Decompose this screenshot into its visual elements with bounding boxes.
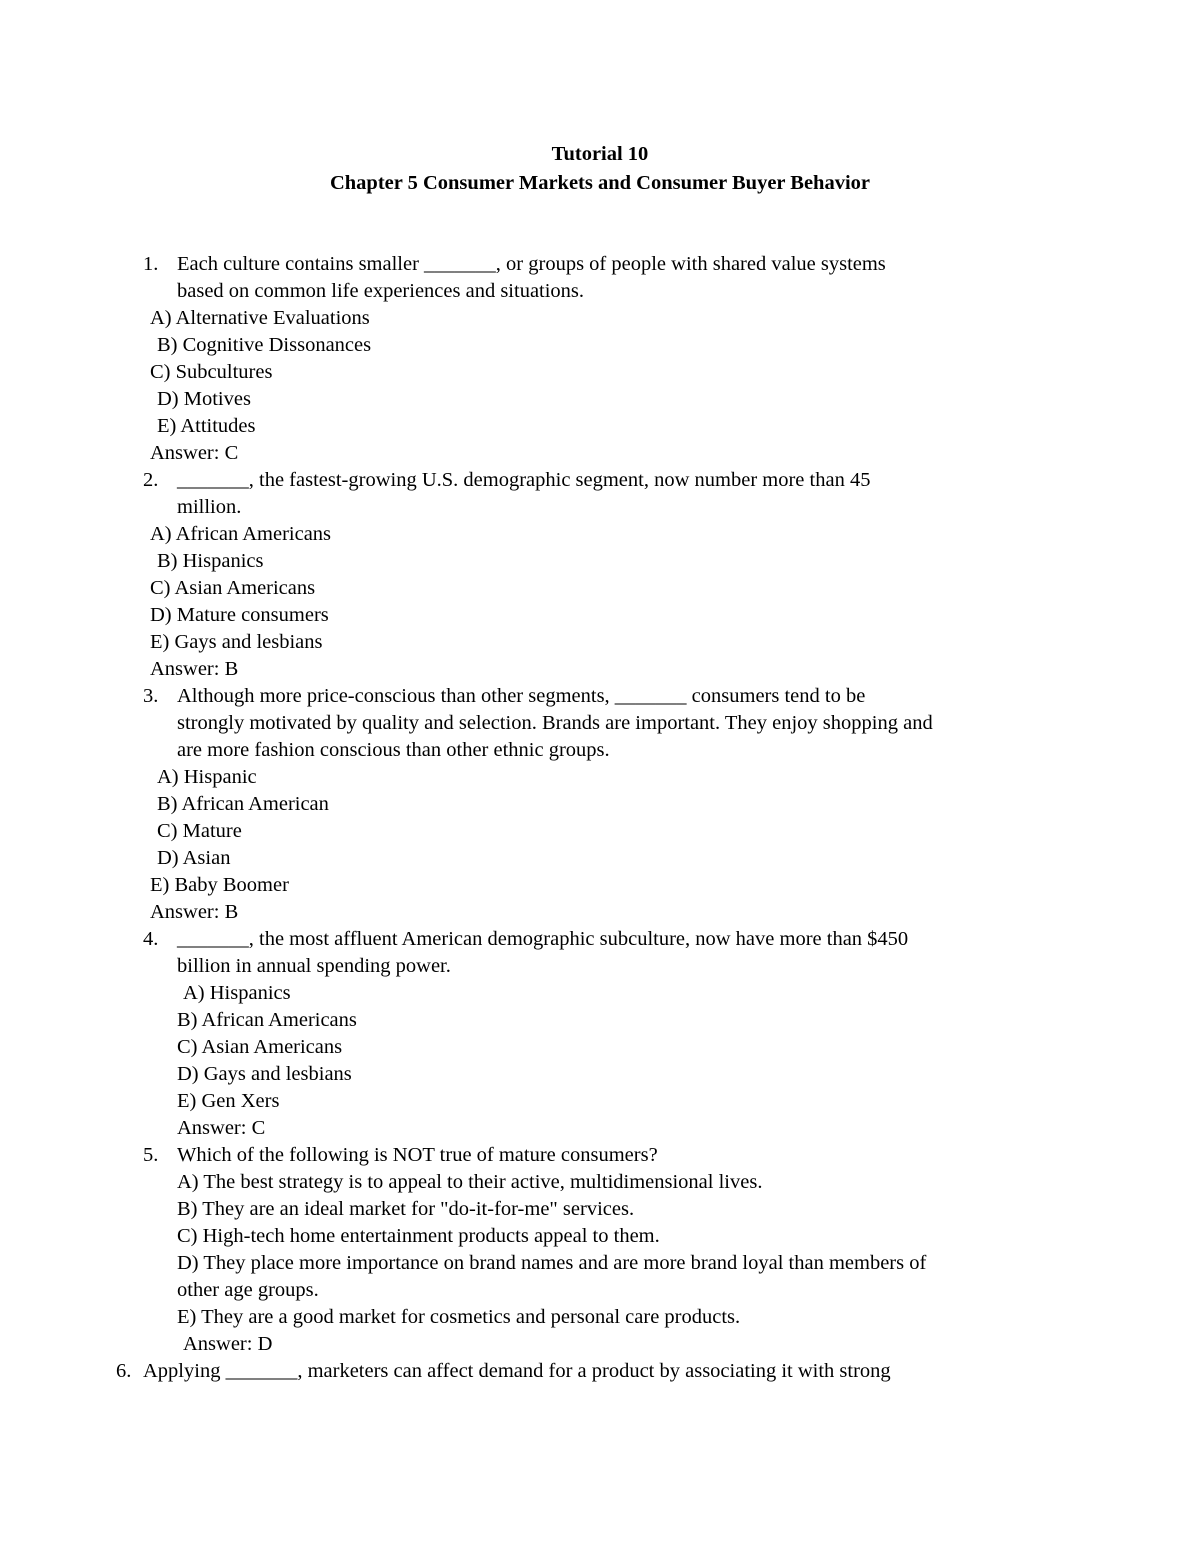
option: A) Alternative Evaluations [150, 307, 370, 329]
question-number: 5. [143, 1144, 159, 1166]
option: other age groups. [177, 1279, 319, 1301]
option: E) Attitudes [157, 415, 256, 437]
question-text: Although more price-conscious than other segments, _______ consumers tend to be [177, 685, 866, 707]
option: A) Hispanic [157, 766, 257, 788]
question-number: 2. [143, 469, 159, 491]
question-text: billion in annual spending power. [177, 955, 451, 977]
question-text: based on common life experiences and situations. [177, 280, 585, 302]
option: C) Asian Americans [150, 577, 316, 599]
option: C) Asian Americans [177, 1036, 343, 1058]
question-text: million. [177, 496, 242, 518]
question-number: 6. [116, 1360, 132, 1382]
question-text: are more fashion conscious than other ethnic groups. [177, 739, 610, 761]
option: A) The best strategy is to appeal to their active, multidimensional lives. [177, 1171, 763, 1193]
chapter-subtitle: Chapter 5 Consumer Markets and Consumer Buyer Behavior [329, 172, 871, 194]
page-title: Tutorial 10 [551, 143, 649, 165]
option: B) Cognitive Dissonances [157, 334, 372, 356]
option: C) Subcultures [150, 361, 273, 383]
option: A) African Americans [150, 523, 332, 545]
option: C) Mature [157, 820, 242, 842]
question-text: Applying _______, marketers can affect demand for a product by associating it with strong [143, 1360, 891, 1382]
option: B) Hispanics [157, 550, 264, 572]
question-text: Which of the following is NOT true of mature consumers? [177, 1144, 658, 1166]
option: C) High-tech home entertainment products appeal to them. [177, 1225, 660, 1247]
answer: Answer: B [150, 901, 239, 923]
question-text: strongly motivated by quality and selection. Brands are important. They enjoy shopping and [177, 712, 933, 734]
option: D) Asian [157, 847, 231, 869]
option: D) They place more importance on brand names and are more brand loyal than members of [177, 1252, 927, 1274]
option: D) Mature consumers [150, 604, 329, 626]
answer: Answer: C [150, 442, 239, 464]
question-number: 3. [143, 685, 159, 707]
answer: Answer: D [183, 1333, 273, 1355]
option: B) They are an ideal market for "do-it-for-me" services. [177, 1198, 635, 1220]
option: E) Gen Xers [177, 1090, 280, 1112]
question-number: 4. [143, 928, 159, 950]
question-text: _______, the most affluent American demographic subculture, now have more than $450 [177, 928, 909, 950]
option: E) Gays and lesbians [150, 631, 323, 653]
answer: Answer: B [150, 658, 239, 680]
option: B) African American [157, 793, 329, 815]
option: B) African Americans [177, 1009, 357, 1031]
option: E) Baby Boomer [150, 874, 289, 896]
option: D) Motives [157, 388, 251, 410]
question-text: Each culture contains smaller _______, or groups of people with shared value systems [177, 253, 886, 275]
question-text: _______, the fastest-growing U.S. demographic segment, now number more than 45 [177, 469, 871, 491]
option: D) Gays and lesbians [177, 1063, 352, 1085]
answer: Answer: C [177, 1117, 266, 1139]
option: E) They are a good market for cosmetics and personal care products. [177, 1306, 741, 1328]
option: A) Hispanics [183, 982, 291, 1004]
question-number: 1. [143, 253, 159, 275]
